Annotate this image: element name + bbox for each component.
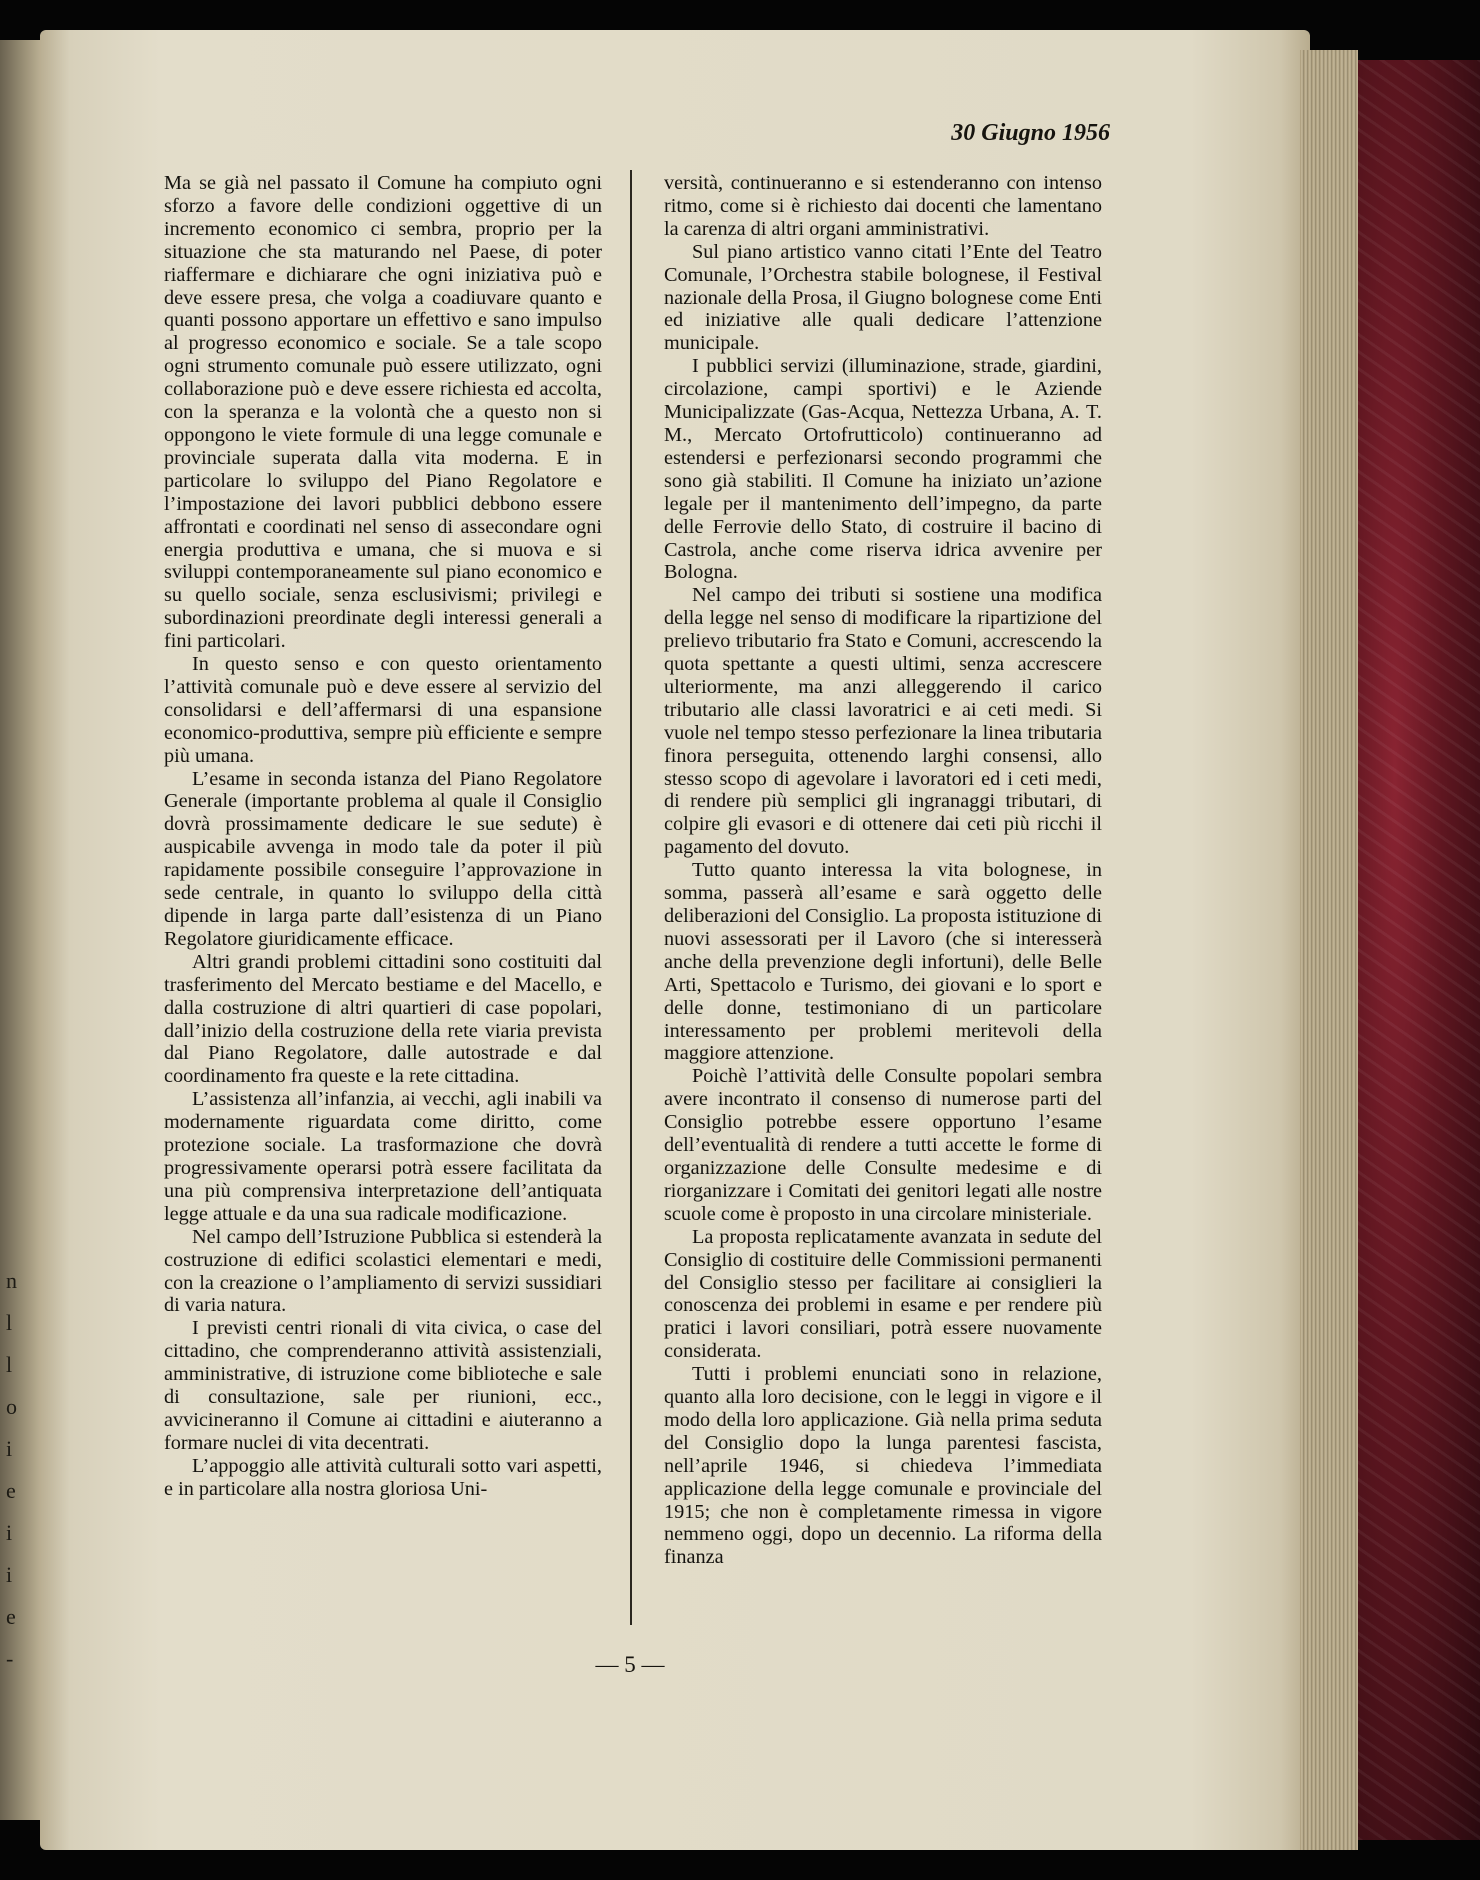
glyph: l xyxy=(6,1352,13,1377)
paragraph: Altri grandi problemi cittadini sono costituiti dal trasferimento del Mercato bestiame e del Macello, e dalla costruzione di altri quartieri di case popolari, dall’inizio della costruzione della rete viaria prevista dal Piano Regolatore, dalle autostrade e dal coordinamento fra queste e la rete cittadina. xyxy=(164,950,602,1088)
glyph: - xyxy=(6,1646,14,1671)
paragraph: I pubblici servizi (illuminazione, strade, giardini, circolazione, campi sportivi) e le Aziende Municipalizzate (Gas-Acqua, Nettezza Urbana, A. T. M., Mercato Ortofrutticolo) continueranno ad estendersi e perfezionarsi secondo programmi che sono già stabiliti. Il Comune ha iniziato un’azione legale per il mantenimento dell’impegno, da parte delle Ferrovie dello Stato, di costruire il bacino di Castrola, anche come riserva idrica avvenire per Bologna. xyxy=(664,355,1102,584)
paragraph: Ma se già nel passato il Comune ha compiuto ogni sforzo a favore delle condizioni oggettive di un incremento economico ci sembra, proprio per la situazione che sta maturando nel Paese, di poter riaffermare e dichiarare che ogni iniziativa può e deve essere presa, che volga a coadiuvare quanto e quanti possono apportare un effettivo e sano impulso al progresso economico e sociale. Se a tale scopo ogni strumento comunale può essere utilizzato, ogni collaborazione può e deve essere richiesta ed accolta, con la speranza e la volontà che a questo non si oppongono le viete formule di una legge comunale e provinciale superata dalla vita moderna. E in particolare lo sviluppo del Piano Regolatore e l’impostazione dei lavori pubblici debbono essere affrontati e coordinati nel senso di assecondare ogni energia produttiva e umana, che si muova e si sviluppi contemporaneamente sul piano economico e su quello sociale, senza esclusivismi; privilegi e subordinazioni preordinate degli interessi generali a fini particolari. xyxy=(164,172,602,653)
column-divider xyxy=(630,170,632,1625)
paragraph: L’appoggio alle attività culturali sotto vari aspetti, e in particolare alla nostra gloriosa Uni- xyxy=(164,1454,602,1500)
glyph: e xyxy=(6,1478,16,1503)
paragraph: Tutti i problemi enunciati sono in relazione, quanto alla loro decisione, con le leggi in vigore e il modo della loro applicazione. Già nella prima seduta del Consiglio dopo la lunga parentesi fascista, nell’aprile 1946, si chiedeva l’immediata applicazione della legge comunale e provinciale del 1915; che non è completamente rimessa in vigore nemmeno oggi, dopo un decennio. La riforma della finanza xyxy=(664,1363,1102,1569)
glyph: i xyxy=(6,1562,13,1587)
paragraph: Poichè l’attività delle Consulte popolari sembra avere incontrato il consenso di numerose parti del Consiglio potrebbe essere opportuno l’esame dell’eventualità di rendere a tutti accette le forme di organizzazione delle Consulte medesime e di riorganizzare i Comitati dei genitori legati alle nostre scuole come è proposto in una circolare ministeriale. xyxy=(664,1065,1102,1225)
glyph: o xyxy=(6,1394,17,1419)
paragraph: Sul piano artistico vanno citati l’Ente del Teatro Comunale, l’Orchestra stabile bolognese, il Festival nazionale della Prosa, il Giugno bolognese come Enti ed iniziative alle quali dedicare l’attenzione municipale. xyxy=(664,240,1102,355)
paragraph: Nel campo dell’Istruzione Pubblica si estenderà la costruzione di edifici scolastici elementari e medi, con la creazione o l’ampliamento di servizi sussidiari di varia natura. xyxy=(164,1225,602,1317)
page-stack-edge xyxy=(1300,50,1358,1850)
paragraph: Nel campo dei tributi si sostiene una modifica della legge nel senso di modificare la ripartizione del prelievo tributario fra Stato e Comuni, accrescendo la quota spettante a questi ultimi, senza accrescere ulteriormente, ma anzi alleggerendo il carico tributario alle classi lavoratrici e ai ceti medi. Si vuole nel tempo stesso perfezionare la linea tributaria finora perseguita, ottenendo larghi consensi, allo stesso scopo di agevolare i lavoratori ed i ceti medi, di rendere più semplici gli ingranaggi tributari, di colpire gli evasori e di ottenere dai ceti più ricchi il pagamento del dovuto. xyxy=(664,584,1102,859)
right-column xyxy=(664,172,1102,1569)
paragraph: L’assistenza all’infanzia, ai vecchi, agli inabili va modernamente riguardata come diritto, come protezione sociale. La trasformazione che dovrà progressivamente operarsi potrà essere facilitata da una più comprensiva interpretazione dell’antiquata legge attuale e da una sua radicale modificazione. xyxy=(164,1088,602,1225)
paragraph: L’esame in seconda istanza del Piano Regolatore Generale (importante problema al quale il Consiglio dovrà prossimamente dedicare le sue sedute) è auspicabile avvenga in modo tale da poter il più rapidamente possibile conseguire l’approvazione in sede centrale, in quanto lo sviluppo della città dipende in larga parte dall’esistenza di un Piano Regolatore giuridicamente efficace. xyxy=(164,767,602,950)
glyph: i xyxy=(6,1436,13,1461)
left-column xyxy=(164,172,602,1501)
glyph: e xyxy=(6,1604,16,1629)
glyph: l xyxy=(6,1310,13,1335)
cover-marbling xyxy=(1358,60,1480,1840)
glyph: i xyxy=(6,1520,13,1545)
paragraph: La proposta replicatamente avanzata in sedute del Consiglio di costituire delle Commissioni permanenti del Consiglio stesso per facilitare ai consiglieri la conoscenza dei problemi in esame e per rendere più pratici i lavori consiliari, potrà essere nuovamente considerata. xyxy=(664,1225,1102,1363)
paragraph: Tutto quanto interessa la vita bolognese, in somma, passerà all’esame e sarà oggetto delle deliberazioni del Consiglio. La proposta istituzione di nuovi assessorati per il Lavoro (che si interesserà anche della prevenzione degli infortuni), delle Belle Arti, Spettacolo e Turismo, dei giovani e lo sport e delle donne, testimoniano di un particolare interessamento per problemi meritevoli della maggiore attenzione. xyxy=(664,859,1102,1065)
paragraph: I previsti centri rionali di vita civica, o case del cittadino, che comprenderanno attività assistenziali, amministrative, di istruzione come biblioteche e sale di consultazione, sale per riunioni, ecc., avvicineranno il Comune ai cittadini e aiuteranno a formare nuclei di vita decentrati. xyxy=(164,1317,602,1454)
book-cover xyxy=(1358,60,1480,1840)
paragraph: In questo senso e con questo orientamento l’attività comunale può e deve essere al servizio del consolidarsi e dell’affermarsi di una espansione economico-produttiva, sempre più efficiente e sempre più umana. xyxy=(164,653,602,767)
facing-page-glyphs xyxy=(6,1260,26,1680)
paragraph: versità, continueranno e si estenderanno con intenso ritmo, come si è richiesto dai docenti che lamentano la carenza di altri organi amministrativi. xyxy=(664,172,1102,240)
glyph: n xyxy=(6,1268,17,1293)
page-number: — 5 — xyxy=(595,1652,665,1677)
page-header-date: 30 Giugno 1956 xyxy=(951,120,1110,146)
